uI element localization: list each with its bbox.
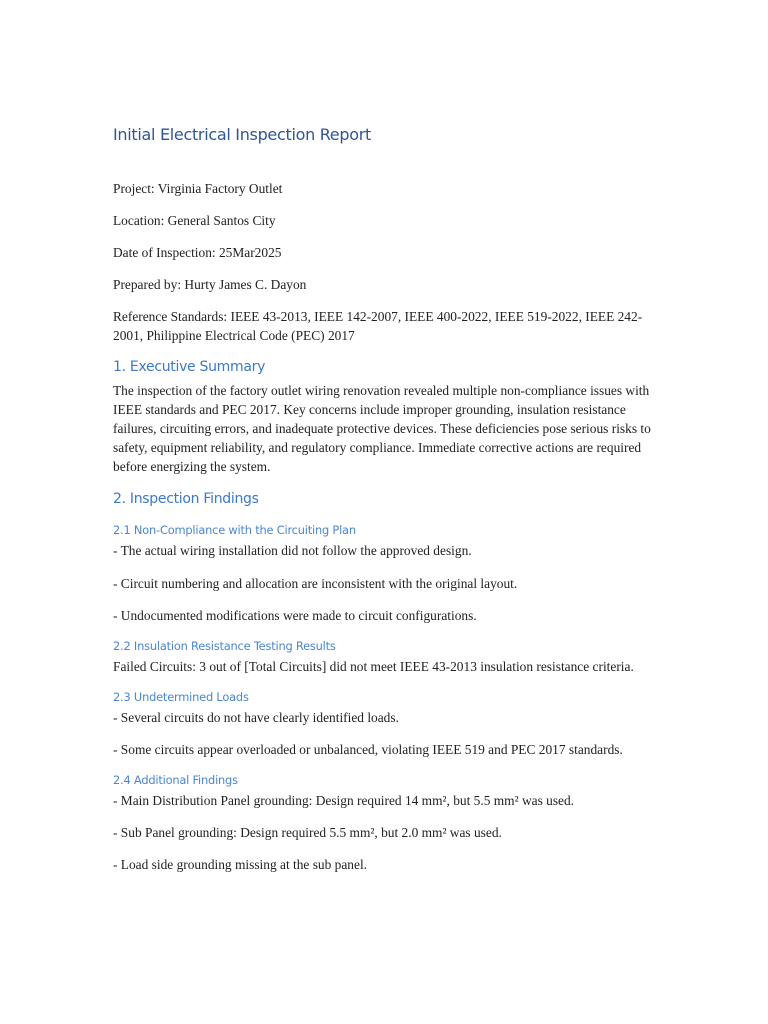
executive-summary-text: The inspection of the factory outlet wiring renovation revealed multiple non-compliance issues with IEEE standards and PEC 2017. Key concerns include improper grounding, insulation resistance failures, circuiting errors, and inadequate protective devices. These deficiencies pose serious risks to safety, equipment reliability, and regulatory compliance. Immediate corrective actions are required before energizing the system. [113, 383, 651, 475]
list-item: - Several circuits do not have clearly identified loads. [113, 709, 399, 725]
list-item: - Load side grounding missing at the sub panel. [113, 857, 368, 873]
executive-summary-heading: 1. Executive Summary [113, 359, 266, 375]
section-2-4-heading: 2.4 Additional Findings [113, 773, 238, 788]
list-item: - Main Distribution Panel grounding: Design required 14 mm², but 5.5 mm² was used. [113, 793, 575, 809]
location-line: Location: General Santos City [113, 213, 276, 228]
project-line: Project: Virginia Factory Outlet [113, 181, 283, 196]
inspection-date-line: Date of Inspection: 25Mar2025 [113, 245, 282, 260]
insulation-results-text: Failed Circuits: 3 out of [Total Circuits] did not meet IEEE 43-2013 insulation resistance criteria. [113, 658, 634, 674]
list-item: - The actual wiring installation did not follow the approved design. [113, 543, 472, 559]
reference-standards-line: Reference Standards: IEEE 43-2013, IEEE 142-2007, IEEE 400-2022, IEEE 519-2022, IEEE 242-2001, Philippine Electrical Code (PEC) 2017 [113, 309, 643, 343]
document-title: Initial Electrical Inspection Report [113, 125, 371, 144]
inspection-findings-heading: 2. Inspection Findings [113, 491, 259, 508]
section-2-2-heading: 2.2 Insulation Resistance Testing Results [113, 638, 336, 653]
list-item: - Some circuits appear overloaded or unbalanced, violating IEEE 519 and PEC 2017 standards. [113, 741, 623, 757]
list-item: - Undocumented modifications were made to circuit configurations. [113, 607, 477, 623]
list-item: - Sub Panel grounding: Design required 5.5 mm², but 2.0 mm² was used. [113, 825, 502, 841]
section-2-1-heading: 2.1 Non-Compliance with the Circuiting Plan [113, 523, 356, 538]
list-item: - Circuit numbering and allocation are inconsistent with the original layout. [113, 575, 518, 591]
document-body [113, 122, 653, 887]
section-2-3-heading: 2.3 Undetermined Loads [113, 689, 249, 704]
prepared-by-line: Prepared by: Hurty James C. Dayon [113, 277, 307, 292]
